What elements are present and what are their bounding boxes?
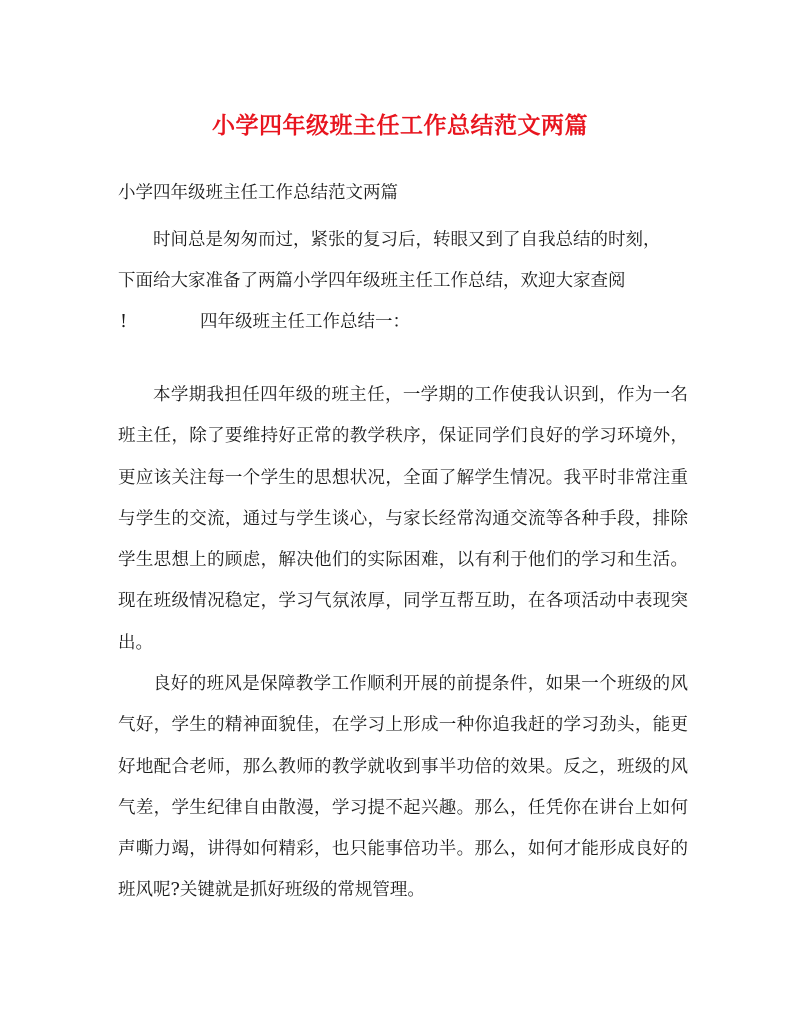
- intro-line-1: 时间总是匆匆而过，紧张的复习后，转眼又到了自我总结的时刻，: [153, 230, 661, 250]
- section-heading: 四年级班主任工作总结一：: [200, 312, 410, 332]
- paragraph-1: 本学期我担任四年级的班主任，一学期的工作使我认识到，作为一名班主任，除了要维持好正常的教学秩序，保证同学们良好的学习环境外，更应该关注每一个学生的思想状况，全面了解学生情况。我平时非常注重与学生的交流，通过与学生谈心，与家长经常沟通交流等各种手段，排除学生思想上的顾虑，解决他们的实际困难，以有利于他们的学习和生活。现在班级情况稳定，学习气氛浓厚，同学互帮互助，在各项活动中表现突出。: [118, 385, 688, 653]
- document-title: 小学四年级班主任工作总结范文两篇: [212, 112, 588, 139]
- document-subtitle: 小学四年级班主任工作总结范文两篇: [118, 183, 398, 203]
- paragraph-2: 良好的班风是保障教学工作顺利开展的前提条件，如果一个班级的风气好，学生的精神面貌佳，在学习上形成一种你追我赶的学习劲头，能更好地配合老师，那么教师的教学就收到事半功倍的效果。反之，班级的风气差，学生纪律自由散漫，学习提不起兴趣。那么，任凭你在讲台上如何声嘶力竭，讲得如何精彩，也只能事倍功半。那么，如何才能形成良好的班风呢?关键就是抓好班级的常规管理。: [118, 674, 688, 901]
- intro-line-3-exclamation: !: [120, 312, 128, 332]
- intro-line-2: 下面给大家准备了两篇小学四年级班主任工作总结，欢迎大家查阅: [118, 271, 626, 291]
